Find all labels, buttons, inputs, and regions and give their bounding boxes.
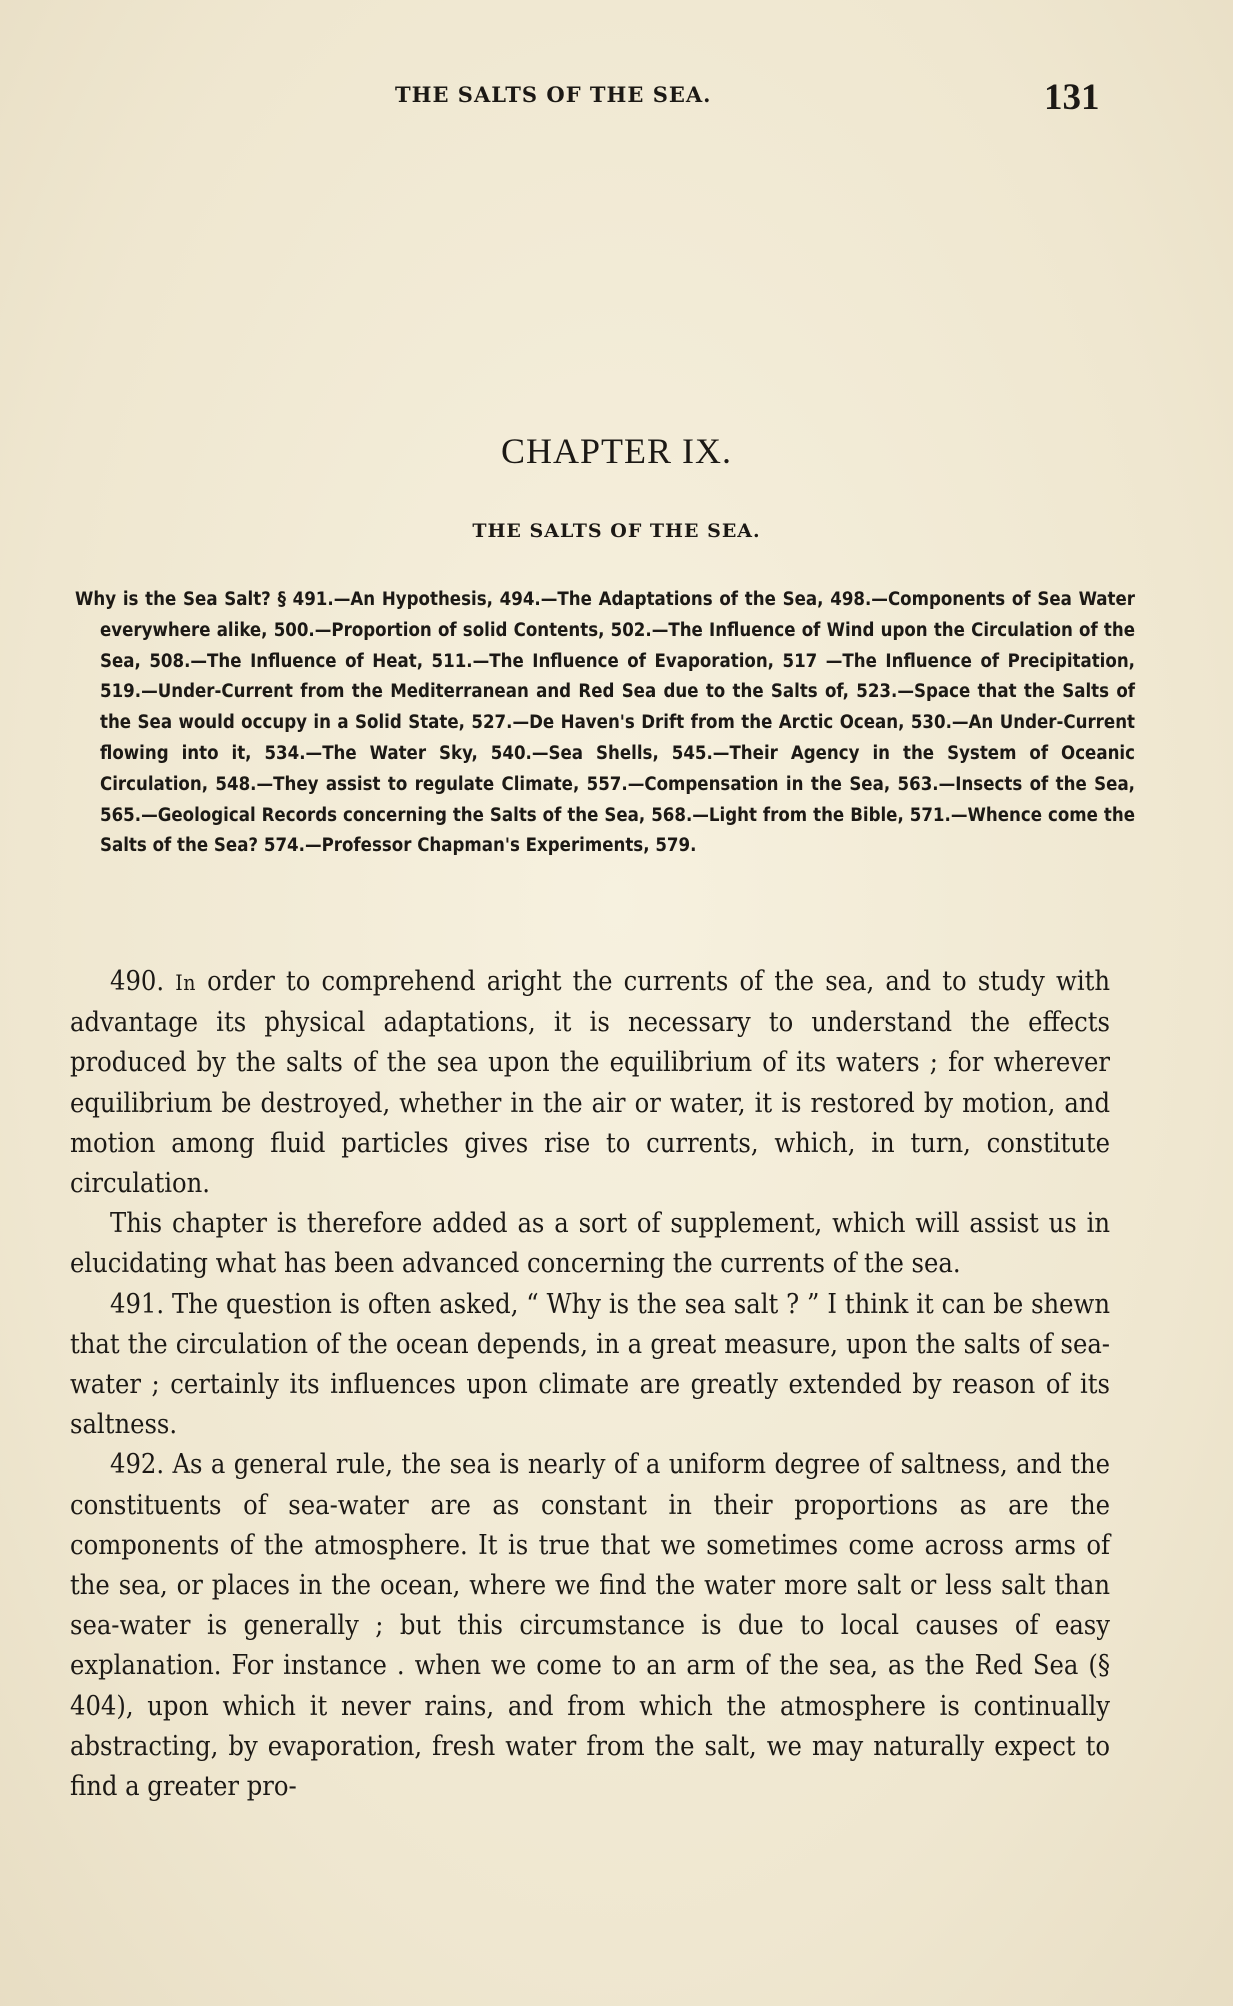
paragraph-492: 492. As a general rule, the sea is nearly of a uniform degree of saltness, and the constituents of sea-water are as constant in their proportions as are the components of the atmosphere. It is true that we sometimes come across arms of the sea, or places in the ocean, where we find the water more salt or less salt than sea-water is generally ; but this circumstance is due to local causes of easy explanation. For instance . when we come to an arm of the sea, as the Red Sea (§ 404), upon which it never rains, and from which the atmosphere is continually abstracting, by evaporation, fresh water from the salt, we may naturally expect to find a greater pro- bbox=[70, 1449, 1110, 1803]
chapter-title: CHAPTER IX. bbox=[500, 431, 732, 471]
paragraph-490 bbox=[70, 962, 1110, 1204]
page-number: 131 bbox=[1044, 77, 1100, 118]
chapter-subtitle: THE SALTS OF THE SEA. bbox=[472, 520, 761, 542]
paragraph-text: order to comprehend aright the currents of the sea, and to study with advantage its physical adaptations, it is necessary to understand the effects produced by the salts of the sea upon the equilibrium of its waters ; for wherever equilibrium be destroyed, whether in the air or water, it is restored by motion, and motion among fluid particles gives rise to currents, which, in turn, constitute circulation. bbox=[70, 966, 1111, 1200]
body-text bbox=[70, 962, 1110, 1807]
paragraph-491: 491. The question is often asked, “ Why is the sea salt ? ” I think it can be shewn that the circulation of the ocean depends, in a great measure, upon the salts of sea-water ; certainly its influences upon climate are greatly extended by reason of its saltness. bbox=[70, 1288, 1110, 1441]
small-caps-initial: In bbox=[175, 970, 196, 995]
paragraph-supplement: This chapter is therefore added as a sort of supplement, which will assist us in elucidating what has been advanced concerning the currents of the sea. bbox=[70, 1208, 1110, 1280]
paragraph-lead: 490. bbox=[110, 966, 176, 997]
chapter-synopsis: Why is the Sea Salt? § 491.—An Hypothesis, 494.—The Adaptations of the Sea, 498.—Components of Sea Water everywhere alike, 500.—Proportion of solid Contents, 502.—The Influence of Wind upon the Circulation of the Sea, 508.—The Influence of Heat, 511.—The Influence of Evaporation, 517 —The Influence of Precipitation, 519.—Under-Current from the Mediterranean and Red Sea due to the Salts of, 523.—Space that the Salts of the Sea would occupy in a Solid State, 527.—De Haven's Drift from the Arctic Ocean, 530.—An Under-Current flowing into it, 534.—The Water Sky, 540.—Sea Shells, 545.—Their Agency in the System of Oceanic Circulation, 548.—They assist to regulate Climate, 557.—Compensation in the Sea, 563.—Insects of the Sea, 565.—Geological Records concerning the Salts of the Sea, 568.—Light from the Bible, 571.—Whence come the Salts of the Sea? 574.—Professor Chapman's Experiments, 579. bbox=[75, 589, 1135, 857]
running-head: THE SALTS OF THE SEA. bbox=[395, 82, 712, 107]
